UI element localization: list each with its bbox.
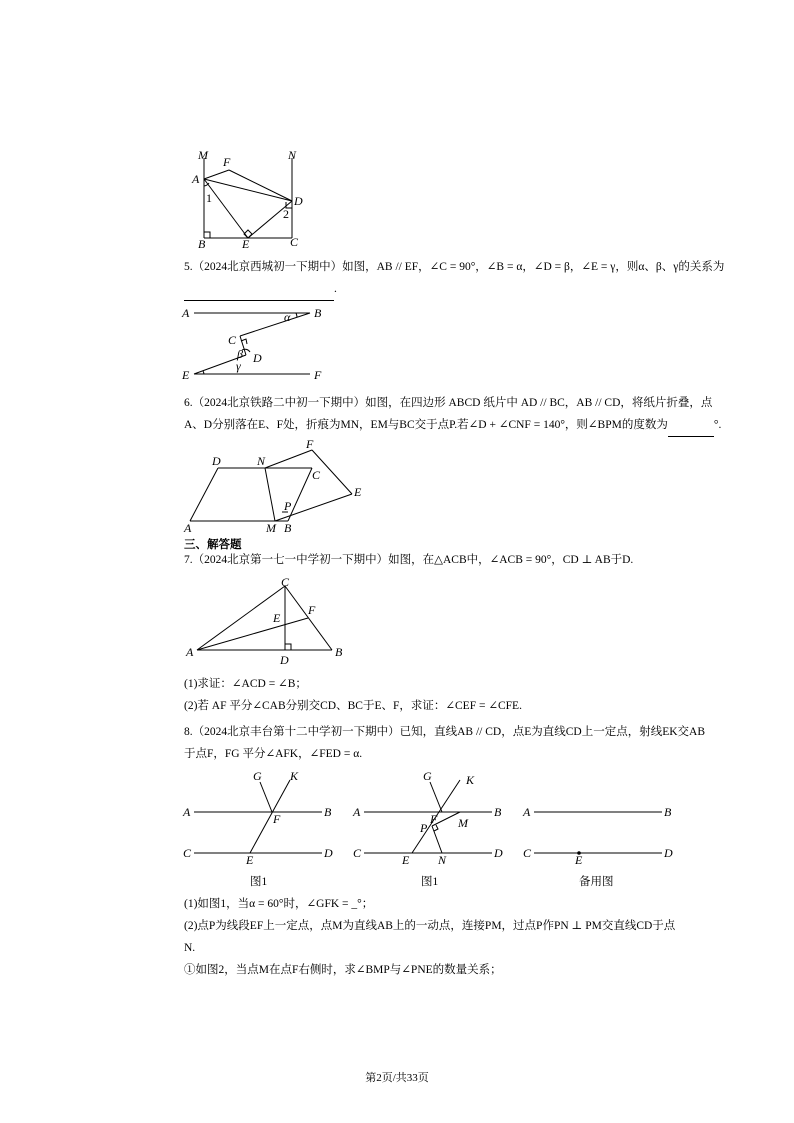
label: P	[420, 821, 428, 835]
label: A	[182, 306, 190, 320]
question-5-text: 5.（2024北京西城初一下期中）如图，AB // EF，∠C = 90°，∠B = α，∠D = β，∠E = γ，则α、β、γ的关系为	[184, 261, 725, 273]
label: E	[575, 853, 583, 867]
label: C	[183, 846, 192, 860]
figure-rectangle-fold	[186, 146, 316, 250]
label: K	[466, 773, 475, 787]
label: P	[284, 499, 292, 513]
label: A	[353, 805, 361, 819]
figure-caption: 图1	[250, 876, 268, 888]
question-8-line2: 于点F，FG 平分∠AFK，∠FED = α.	[184, 748, 363, 760]
label: C	[290, 235, 299, 249]
question-6-line1: 6.（2024北京铁路二中初一下期中）如图，在四边形 ABCD 纸片中 AD // BC，AB // CD，将纸片折叠，点	[184, 397, 713, 409]
label: D	[280, 653, 289, 667]
label: F	[273, 812, 281, 826]
question-7-parts	[184, 673, 764, 717]
label: E	[246, 853, 254, 867]
label: M	[266, 521, 276, 535]
question-7-part2: (2)若 AF 平分∠CAB分别交CD、BC于E、F，求证：∠CEF = ∠CFE.	[184, 700, 522, 712]
label: D	[324, 846, 333, 860]
answer-blank	[668, 414, 714, 437]
label: B	[324, 805, 332, 819]
label: G	[253, 769, 262, 783]
label: E	[402, 853, 410, 867]
label: β	[237, 347, 243, 361]
answer-blank	[184, 278, 334, 301]
label: D	[494, 846, 503, 860]
label: D	[253, 351, 262, 365]
label: N	[438, 853, 447, 867]
question-8-line1: 8.（2024北京丰台第十二中学初一下期中）已知，直线AB // CD，点E为直线CD上一定点，射线EK交AB	[184, 726, 706, 738]
question-7-part1: (1)求证：∠ACD = ∠B；	[184, 678, 307, 690]
label: B	[335, 645, 343, 659]
label: D	[294, 194, 303, 208]
question-8-part2b: N.	[184, 942, 196, 954]
label: N	[257, 454, 266, 468]
label: D	[212, 454, 221, 468]
figure-caption: 备用图	[579, 876, 614, 888]
label: E	[354, 485, 362, 499]
question-8-part3: ①如图2，当点M在点F右侧时，求∠BMP与∠PNE的数量关系；	[184, 964, 502, 976]
label: B	[284, 521, 292, 535]
figure-q8-spare	[516, 768, 686, 868]
label: F	[430, 812, 438, 826]
section-heading: 三、解答题	[184, 539, 242, 551]
label: F	[306, 437, 314, 451]
label: A	[183, 805, 191, 819]
label: M	[198, 148, 208, 162]
label: B	[198, 237, 206, 251]
label: E	[182, 368, 190, 382]
figure-q6	[180, 436, 380, 536]
label: E	[242, 237, 250, 251]
label: C	[228, 333, 237, 347]
label: C	[281, 575, 290, 589]
label: 2	[283, 207, 289, 221]
label: F	[308, 603, 316, 617]
label: N	[288, 148, 297, 162]
label: B	[494, 805, 502, 819]
figure-q7	[180, 576, 350, 668]
label: B	[664, 805, 672, 819]
figure-q5	[180, 304, 340, 384]
label: γ	[236, 359, 241, 373]
label: α	[284, 310, 291, 324]
label: A	[192, 172, 200, 186]
label: F	[314, 368, 322, 382]
figure-q8-1	[180, 768, 340, 868]
question-7-intro: 7.（2024北京第一七一中学初一下期中）如图，在△ACB中，∠ACB = 90°，CD ⊥ AB于D.	[184, 554, 634, 566]
label: C	[523, 846, 532, 860]
question-6-line2: A、D分别落在E、F处，折痕为MN，EM与BC交于点P.若∠D + ∠CNF = 140°，则∠BPM的度数为 °.	[184, 414, 764, 437]
question-8-part2a: (2)点P为线段EF上一定点，点M为直线AB上的一动点，连接PM，过点P作PN ⊥ PM交直线CD于点	[184, 920, 676, 932]
label: G	[423, 769, 432, 783]
label: K	[290, 769, 299, 783]
question-5: 5.（2024北京西城初一下期中）如图，AB // EF，∠C = 90°，∠B = α，∠D = β，∠E = γ，则α、β、γ的关系为.	[184, 256, 764, 301]
label: A	[523, 805, 531, 819]
label: A	[184, 521, 192, 535]
label: F	[223, 155, 231, 169]
label: C	[312, 468, 321, 482]
label: B	[314, 306, 322, 320]
label: D	[664, 846, 673, 860]
figure-caption: 图1	[421, 876, 439, 888]
figure-q8-2	[350, 768, 510, 868]
page-number: 第2页/共33页	[365, 1072, 429, 1084]
label: M	[458, 816, 468, 830]
question-8-part1: (1)如图1，当α = 60°时，∠GFK = _°；	[184, 898, 374, 910]
label: E	[273, 611, 281, 625]
question-6	[184, 392, 764, 437]
label: 1	[206, 191, 212, 205]
label: C	[353, 846, 362, 860]
label: A	[186, 645, 194, 659]
question-8-parts	[184, 893, 764, 981]
question-8-intro	[184, 721, 764, 765]
